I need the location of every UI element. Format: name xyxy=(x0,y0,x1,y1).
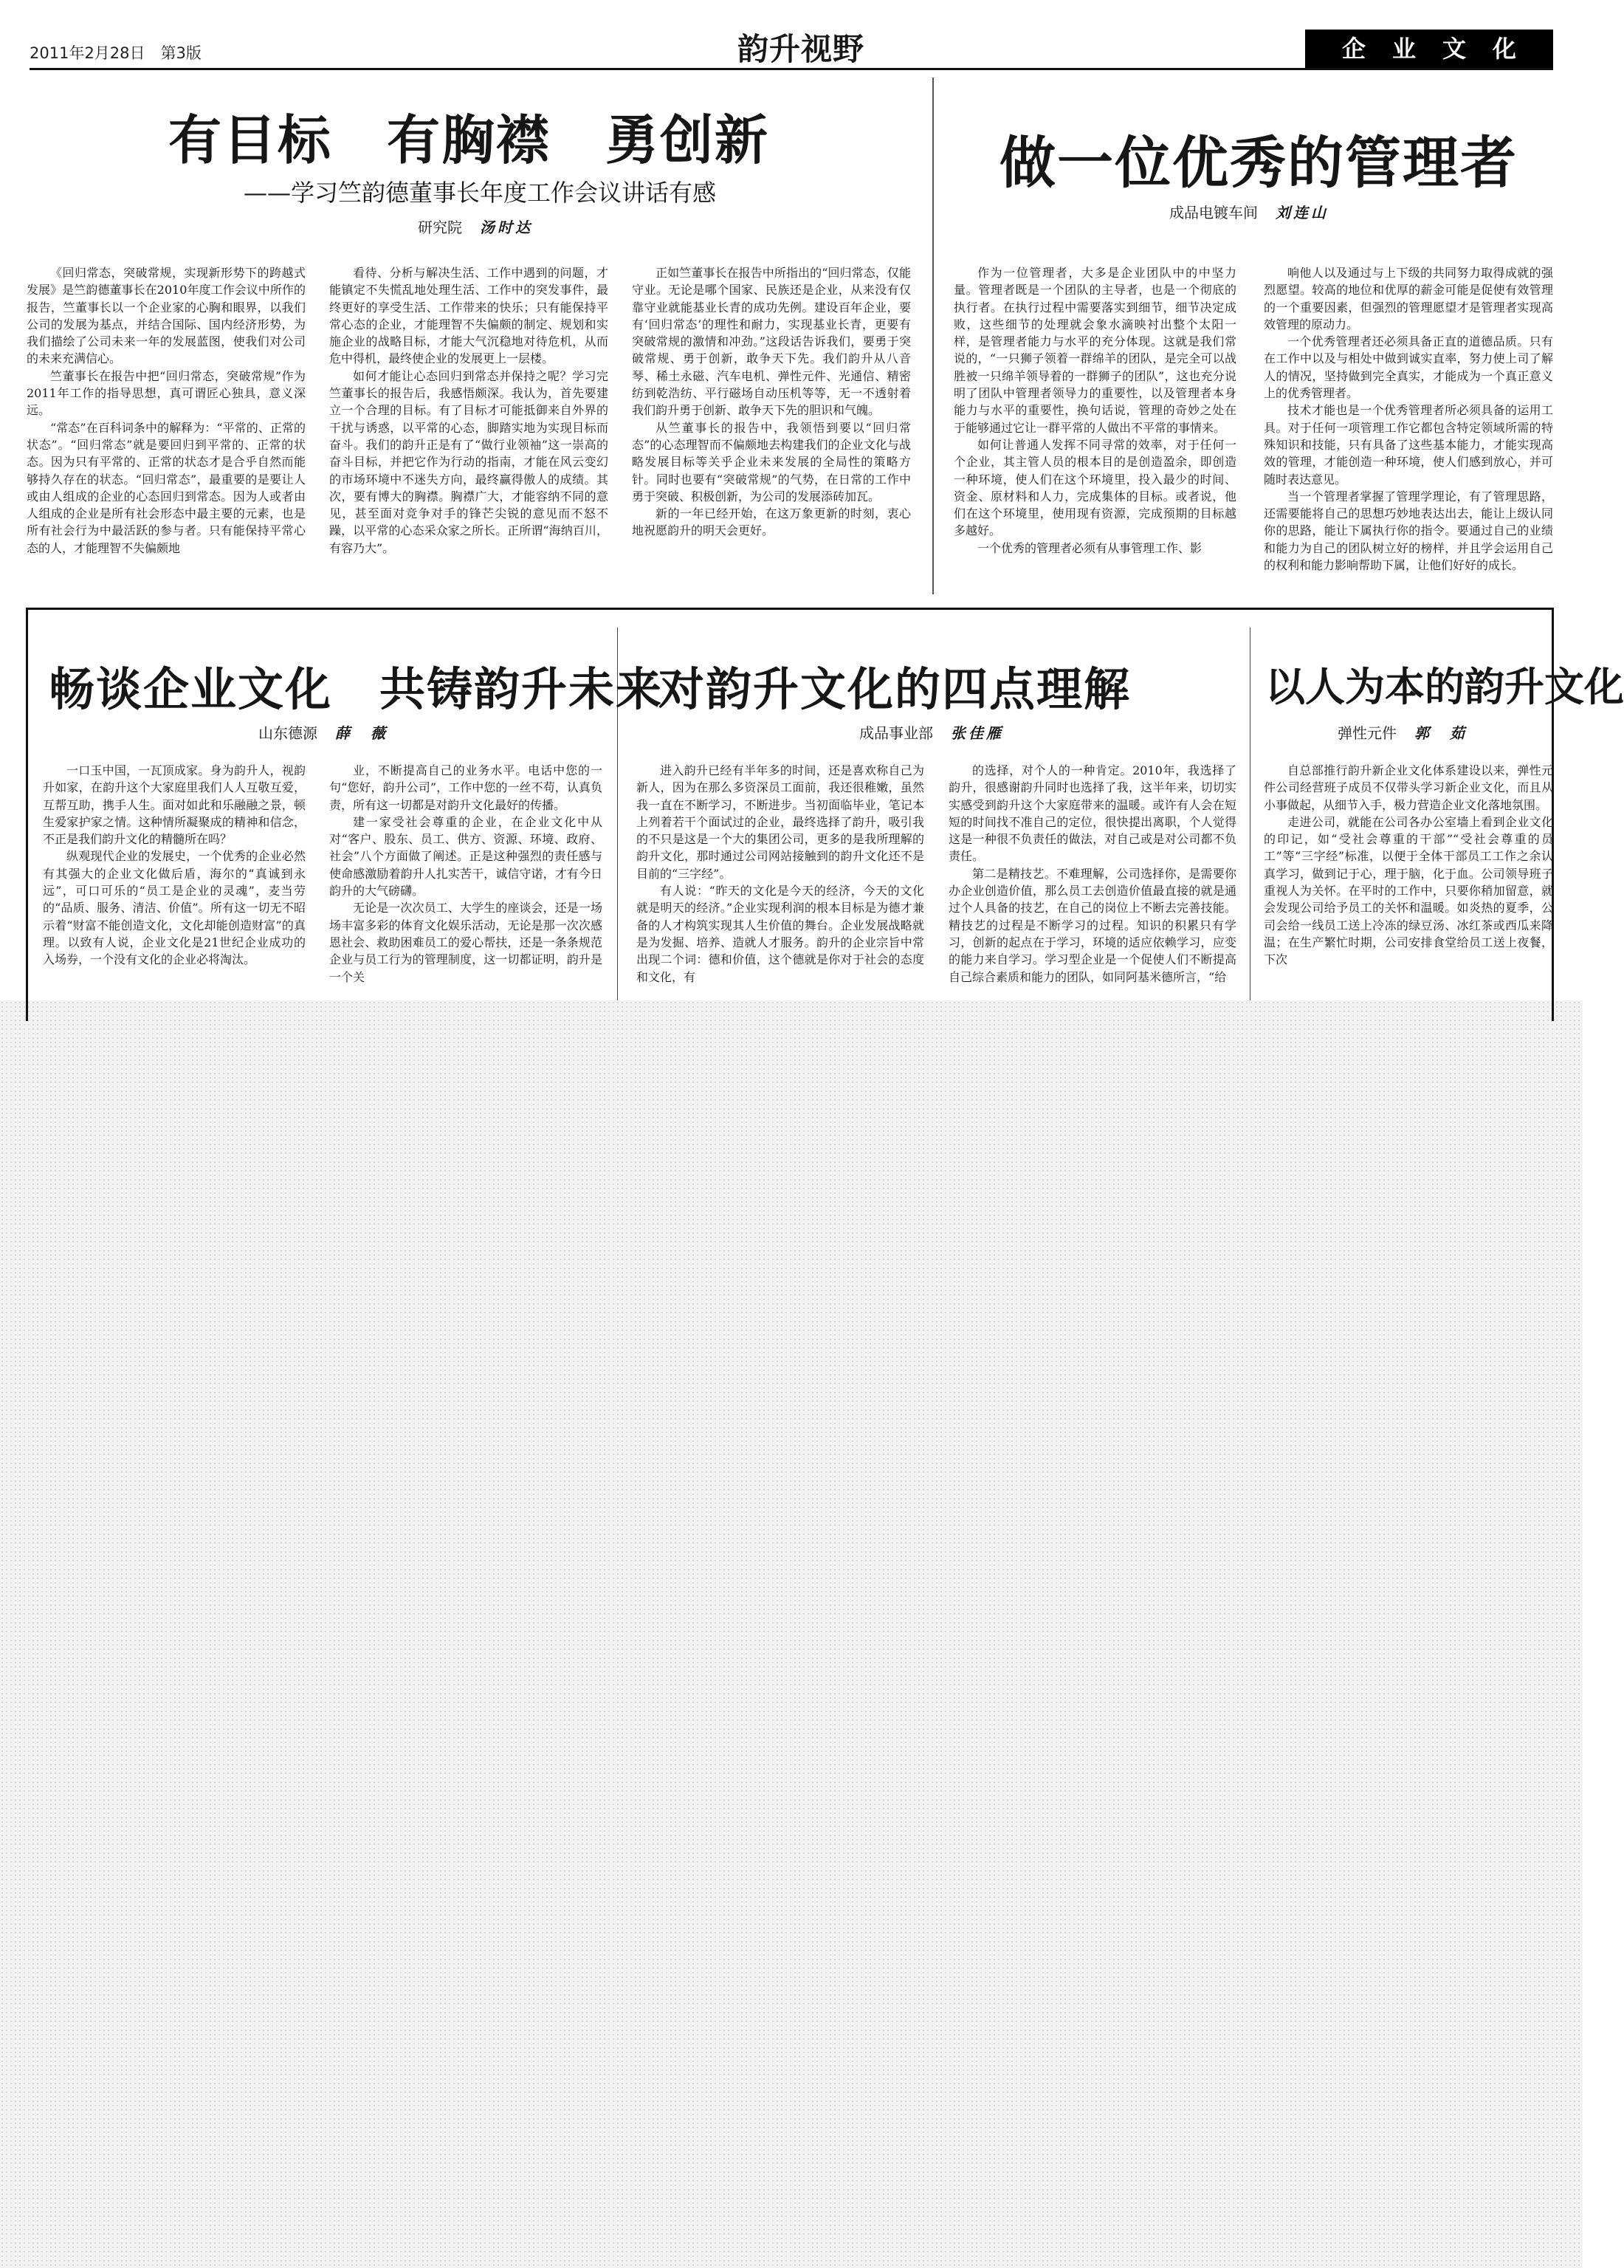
article-title: 对韵升文化的四点理解 xyxy=(658,662,1132,716)
section-badge: 企业文化 xyxy=(1305,30,1553,68)
paragraph: 《回归常态，突破常规，实现新形势下的跨越式发展》是竺韵德董事长在2010年度工作会议中所作的报告，竺董事长以一个企业家的心胸和眼界，以我们公司的发展为基点，并结合国际、国内经济形势，为我们描绘了公司未来一年的发展蓝图，使我们对公司的未来充满信心。 xyxy=(27,266,306,366)
byline-author: 郭 茹 xyxy=(1414,724,1468,742)
paragraph: 如何让普通人发挥不同寻常的效率，对于任何一个企业，其主管人员的根本目的是创造盈余，即创造一种环境，使人们在这个环境里，投入最少的时间、资金、原材料和人力，完成集体的目标。或者说，他们在这个环境里，使用现有资源，完成预期的目标越多越好。 xyxy=(954,437,1236,538)
article-column xyxy=(636,762,924,1000)
article-column xyxy=(954,264,1236,592)
article-title: 做一位优秀的管理者 xyxy=(999,130,1518,196)
paragraph: 一个优秀管理者还必须具备正直的道德品质。只有在工作中以及与相处中做到诚实直率，努力使上司了解人的情况，坚持做到完全真实，才能成为一个真正意义上的优秀管理者。 xyxy=(1264,334,1553,401)
column-divider xyxy=(932,78,934,594)
paragraph: 进入韵升已经有半年多的时间，还是喜欢称自己为新人，因为在那么多资深员工面前，我还很稚嫩，虽然我一直在不断学习，不断进步。当初面临毕业，笔记本上列着若干个面试过的企业，最终选择了韵升，吸引我的不只是这是一个大的集团公司，更多的是我所理解的韵升文化，那时通过公司网站接触到的韵升文化还不是目前的“三字经”。 xyxy=(636,763,924,881)
paragraph: 的选择，对个人的一种肯定。2010年，我选择了韵升，很感谢韵升同时也选择了我，这半年来，切切实实感受到韵升这个大家庭带来的温暖。或许有人会在短短的时间找不准自己的定位，很快提出离职，个人觉得这是一种很不负责任的做法，对自己或是对公司都不负责任。 xyxy=(949,763,1236,864)
article-byline xyxy=(1338,721,1468,743)
paragraph: 如何才能让心态回归到常态并保持之呢？学习完竺董事长的报告后，我感悟颇深。我认为，首先要建立一个合理的目标。有了目标才可能抵御来自外界的干扰与诱惑，以平常的心态，脚踏实地为实现目标而奋斗。我们的韵升正是有了“做行业领袖”这一崇高的奋斗目标，并把它作为行动的指南，才能在风云变幻的市场环境中不迷失方向，最终赢得傲人的成绩。其次，要有博大的胸襟。胸襟广大，才能容纳不同的意见，甚至面对竞争对手的锋芒尖锐的意见而不怒不躁，以平常的心态采众家之所长。正所谓“海纳百川，有容乃大”。 xyxy=(329,368,608,555)
byline-dept: 弹性元件 xyxy=(1338,724,1397,742)
article-subtitle: ——学习竺韵德董事长年度工作会议讲话有感 xyxy=(244,179,717,207)
paragraph: 当一个管理者掌握了管理学理论，有了管理思路，还需要能将自己的思想巧妙地表达出去，能让上级认同你的思路，能让下属执行你的指令。要通过自己的业绩和能力为自己的团队树立好的榜样，并且学会运用自己的权利和能力影响帮助下属，让他们好好的成长。 xyxy=(1264,489,1553,573)
byline-author: 张佳雁 xyxy=(951,724,1004,742)
article-column xyxy=(632,264,911,592)
byline-author: 薛 薇 xyxy=(335,724,388,742)
paragraph: 作为一位管理者，大多是企业团队中的中坚力量。管理者既是一个团队的主导者，也是一个彻底的执行者。在执行过程中需要落实到细节，细节决定成败，这些细节的处理就会象水滴映衬出整个太阳一样，是管理者能力与水平的充分体现。这就是我们常说的，“一只狮子领着一群绵羊的团队，是完全可以战胜被一只绵羊领导着的一群狮子的团队”，这也充分说明了团队中管理者领导力的重要性，以及管理者本身能力与水平的重要性，换句话说，管理的奇妙之处在于能够通过它让一群平常的人做出不平常的事情来。 xyxy=(954,266,1236,435)
masthead: 韵升视野 xyxy=(737,31,864,67)
paragraph: 纵观现代企业的发展史，一个优秀的企业必然有其强大的企业文化做后盾，海尔的“真诚到永远”，可口可乐的“员工是企业的灵魂”，麦当劳的“品质、服务、清洁、价值”。所有这一切无不昭示着“财富不能创造文化，文化却能创造财富”的真理。以致有人说，企业文化是21世纪企业成功的入场券，一个没有文化的企业必将淘汰。 xyxy=(43,849,306,967)
byline-author: 刘连山 xyxy=(1276,204,1329,221)
paragraph: 建一家受社会尊重的企业，在企业文化中从对“客户、股东、员工、供方、资源、环境、政府、社会”八个方面做了阐述。正是这种强烈的责任感与使命感激励着韵升人扎实苦干，诚信守诺，才有今日韵升的大气磅礴。 xyxy=(329,814,602,898)
article-byline xyxy=(258,721,388,743)
byline-dept: 山东德源 xyxy=(258,724,317,742)
paragraph: 无论是一次次员工、大学生的座谈会，还是一场场丰富多彩的体育文化娱乐活动，无论是那一次次感恩社会、救助困难员工的爱心帮扶，还是一条条规范企业与员工行为的管理制度，这一切都证明，韵升是一个关 xyxy=(329,901,602,984)
paragraph: 正如竺董事长在报告中所指出的“回归常态，仅能守业。无论是哪个国家、民族还是企业，从来没有仅靠守业就能基业长青的成功先例。建设百年企业，要有‘回归常态’的理性和耐力，实现基业长青，更要有突破常规的激情和冲劲。”这段话告诉我们，要勇于突破常规、勇于创新，敢争天下先。我们韵升从八音琴、稀土永磁、汽车电机、弹性元件、光通信、精密纺到乾浩纺、平行磁场自动压机等等，无一不透射着我们韵升勇于创新、敢争天下先的胆识和气魄。 xyxy=(632,266,911,418)
byline-dept: 成品事业部 xyxy=(859,724,933,742)
paragraph: 看待、分析与解决生活、工作中遇到的问题，才能镇定不失慌乱地处理生活、工作中的突发事件，最终更好的享受生活、工作带来的快乐；只有能保持平常心态的企业，才能理智不失偏颇的制定、规划和实施企业的战略目标，才能大气沉稳地对待危机，从而危中得机，最终使企业的发展更上一层楼。 xyxy=(329,266,608,366)
paragraph: 走进公司，就能在公司各办公室墙上看到企业文化的印记，如“受社会尊重的干部”“受社会尊重的员工”等“三字经”标准，以便于全体干部员工工作之余认真学习，做到记于心，理于脑，化于血。公司领导班子重视人为关怀。在平时的工作中，只要你稍加留意，就会发现公司给予员工的关怀和温暖。如炎热的夏季，公司会给一线员工送上冷冻的绿豆汤、冰红茶或西瓜来降温；在生产繁忙时期，公司安排食堂给员工送上夜餐，下次 xyxy=(1264,814,1553,967)
byline-dept: 研究院 xyxy=(418,219,462,236)
byline-author: 汤时达 xyxy=(480,219,533,236)
byline-dept: 成品电镀车间 xyxy=(1169,204,1258,221)
article-byline xyxy=(418,216,533,237)
header-rule xyxy=(30,68,1553,70)
paragraph: 有人说：“昨天的文化是今天的经济，今天的文化就是明天的经济。”企业实现利润的根本目标是为德才兼备的人才构筑实现其人生价值的舞台。企业发展战略就是为发掘、培养、造就人才服务。韵升的企业宗旨中常出现二个词：德和价值，这个德就是你对于社会的态度和文化，有 xyxy=(636,884,924,984)
article-byline xyxy=(1169,201,1329,222)
paragraph: 业，不断提高自己的业务水平。电话中您的一句“您好，韵升公司”，工作中您的一丝不苟，认真负责，所有这一切都是对韵升文化最好的传播。 xyxy=(329,763,602,812)
paragraph: “常态”在百科词条中的解释为：“平常的、正常的状态”。“回归常态”就是要回归到平常的、正常的状态。因为只有平常的、正常的状态才是合乎自然而能够持久存在的状态。“回归常态”，最重要的是要让人或由人组成的企业的心态回归到常态。因为人或者由人组成的企业是所有社会形态中最主要的元素，也是所有社会行为中最活跃的参与者。只有能保持平常心态的人，才能理智不失偏颇地 xyxy=(27,420,306,555)
article-column xyxy=(1264,762,1553,1000)
newspaper-page xyxy=(0,0,1624,1000)
paragraph: 技术才能也是一个优秀管理者所必须具备的运用工具。对于任何一项管理工作它都包含特定领域所需的特殊知识和技能，只有具备了这些基本能力，才能实现高效的管理，才能创造一种环境，使人们感到放心，并可随时表达意见。 xyxy=(1264,403,1553,487)
article-byline xyxy=(859,721,1004,743)
blank-scan-area xyxy=(0,1000,1583,2268)
article-column xyxy=(329,264,608,592)
article-title: 畅谈企业文化 共铸韵升未来 xyxy=(49,662,664,716)
article-title: 以人为本的韵升文化 xyxy=(1265,663,1624,710)
article-column xyxy=(43,762,306,1000)
issue-date: 2011年2月28日 第3版 xyxy=(30,44,202,62)
paragraph: 响他人以及通过与上下级的共同努力取得成就的强烈愿望。较高的地位和优厚的薪金可能是促使有效管理的一个重要因素，但强烈的管理愿望才是管理者实现高效管理的原动力。 xyxy=(1264,266,1553,331)
paragraph: 一口玉中国，一瓦顶成家。身为韵升人，视韵升如家，在韵升这个大家庭里我们人人互敬互爱，互帮互助，携手人生。面对如此和乐融融之景，顿生爱家护家之情。这种情所凝聚成的精神和信念，不正是我们韵升文化的精髓所在吗？ xyxy=(43,763,306,847)
article-column xyxy=(329,762,602,1000)
paragraph: 自总部推行韵升新企业文化体系建设以来，弹性元件公司经营班子成员不仅带头学习新企业文化，而且从小事做起，从细节入手，极力营造企业文化落地氛围。 xyxy=(1264,763,1553,812)
article-column xyxy=(1264,264,1553,592)
article-column xyxy=(949,762,1236,1000)
article-title: 有目标 有胸襟 勇创新 xyxy=(168,109,770,171)
paragraph: 竺董事长在报告中把“回归常态，突破常规”作为2011年工作的指导思想，真可谓匠心独具，意义深远。 xyxy=(27,368,306,418)
paragraph: 新的一年已经开始，在这万象更新的时刻，衷心地祝愿韵升的明天会更好。 xyxy=(632,506,911,538)
paragraph: 从竺董事长的报告中，我领悟到要以“回归常态”的心态理智而不偏颇地去构建我们的企业文化与战略发展目标等关乎企业未来发展的全局性的策略方针。同时也要有“突破常规”的气势，在日常的工作中勇于突破、积极创新，为公司的发展添砖加瓦。 xyxy=(632,420,911,504)
paragraph: 一个优秀的管理者必须有从事管理工作、影 xyxy=(977,540,1202,555)
article-column xyxy=(27,264,306,592)
paragraph: 第二是精技艺。不难理解，公司选择你，是需要你办企业创造价值，那么员工去创造价值最直接的就是通过个人具备的技艺，在自己的岗位上不断去完善技能。精技艺的过程是不断学习的过程。知识的积累只有学习，创新的起点在于学习，环境的适应依赖学习，应变的能力来自学习。学习型企业是一个促使人们不断提高自己综合素质和能力的团队，如同阿基米德所言，“给 xyxy=(949,866,1236,984)
